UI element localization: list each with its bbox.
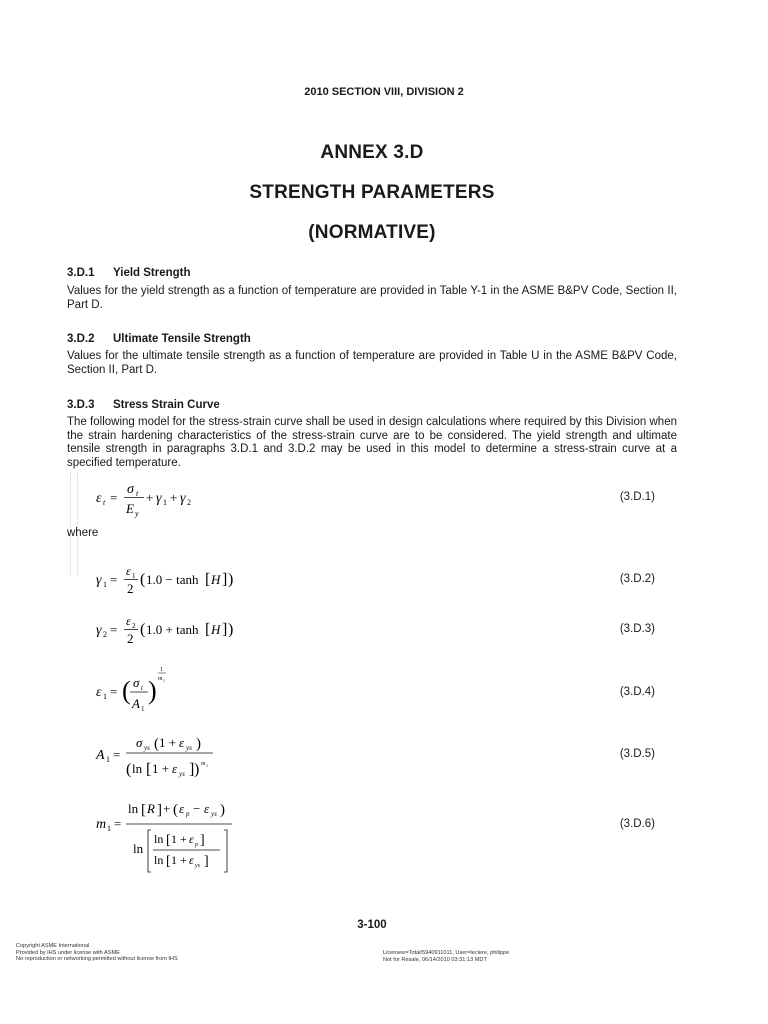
svg-text:1 +: 1 + (152, 761, 170, 776)
equation-number: (3.D.3) (619, 623, 655, 635)
section-title: Yield Strength (113, 267, 191, 279)
svg-text:+: + (146, 490, 154, 505)
section-number: 3.D.3 (67, 399, 95, 411)
svg-text:ε: ε (126, 614, 131, 628)
svg-text:2: 2 (132, 622, 136, 630)
equation-number: (3.D.5) (619, 748, 655, 760)
svg-text:(: ( (140, 621, 146, 638)
svg-text:ε: ε (96, 685, 102, 700)
svg-text:=: = (114, 816, 122, 831)
footer-copyright (16, 943, 178, 963)
svg-text:): ) (220, 802, 225, 818)
equation-3d4 (96, 662, 216, 719)
svg-text:(: ( (154, 736, 159, 752)
margin-mark (70, 472, 78, 576)
svg-text:(: ( (122, 676, 131, 705)
svg-text:ln: ln (128, 801, 139, 816)
equation-number: (3.D.4) (619, 686, 655, 698)
svg-text:[: [ (205, 571, 211, 588)
svg-text:ε: ε (189, 853, 194, 867)
annex-title: ANNEX 3.D (320, 142, 424, 163)
svg-text:σ: σ (127, 482, 134, 497)
svg-text:1: 1 (103, 692, 107, 701)
footer-line: Not for Resale, 06/14/2010 03:31:13 MDT (383, 956, 487, 963)
svg-text:σ: σ (136, 735, 143, 750)
svg-text:(: ( (173, 802, 178, 818)
svg-text:1 +: 1 + (171, 832, 187, 846)
equation-3d6 (96, 797, 256, 882)
svg-text:ε: ε (179, 735, 185, 750)
svg-text:=: = (110, 684, 118, 699)
svg-text:ln: ln (132, 761, 143, 776)
footer-license (383, 950, 509, 963)
svg-text:ε: ε (179, 801, 185, 816)
svg-text:y: y (135, 509, 139, 518)
svg-text:): ) (228, 621, 234, 638)
svg-text:ε: ε (126, 564, 131, 578)
svg-text:ys: ys (144, 744, 150, 752)
svg-text:): ) (194, 761, 200, 778)
svg-text:t: t (141, 684, 143, 692)
svg-text:2: 2 (103, 630, 107, 639)
svg-text:[: [ (166, 833, 171, 848)
svg-text:1: 1 (163, 678, 165, 683)
svg-text:(: ( (126, 761, 132, 778)
svg-text:ln: ln (133, 841, 144, 856)
svg-text:ys: ys (179, 770, 185, 778)
svg-text:1: 1 (160, 667, 163, 673)
svg-text:H: H (211, 622, 221, 637)
svg-text:=: = (113, 747, 121, 762)
svg-text:): ) (228, 571, 234, 588)
footer-line: Licensee=Total/5940911011, User=leclere, philippe (383, 950, 510, 956)
svg-text:t: t (136, 489, 139, 498)
where-label: where (67, 527, 99, 539)
svg-text:]: ] (222, 621, 228, 638)
section-number: 3.D.1 (67, 267, 95, 279)
section-body-3d2: Values for the ultimate tensile strength as a function of temperature are provided in Table U in the ASME B&PV Code, Section II, Part D. (67, 350, 677, 376)
svg-text:ys: ys (195, 863, 200, 869)
annex-subtitle: STRENGTH PARAMETERS (249, 182, 495, 203)
footer-line: Provided by IHS under license with ASME (16, 949, 120, 956)
svg-text:p: p (195, 842, 198, 848)
svg-text:1: 1 (132, 572, 136, 580)
svg-text:]: ] (189, 761, 195, 778)
svg-text:p: p (186, 810, 190, 818)
svg-text:=: = (110, 490, 118, 505)
svg-text:γ: γ (96, 573, 102, 588)
equation-number: (3.D.1) (619, 491, 655, 503)
svg-text:2: 2 (187, 498, 191, 507)
svg-text:ε: ε (172, 761, 178, 776)
svg-text:ys: ys (186, 744, 192, 752)
svg-text:2: 2 (127, 581, 134, 596)
section-heading-3d3 (67, 399, 220, 411)
section-heading-3d1 (67, 267, 191, 279)
svg-text:−: − (193, 801, 201, 816)
svg-text:1.0 + tanh: 1.0 + tanh (146, 622, 199, 637)
svg-text:m: m (158, 676, 163, 682)
svg-text:1.0 − tanh: 1.0 − tanh (146, 572, 199, 587)
svg-text:1: 1 (206, 763, 208, 768)
svg-text:+: + (163, 801, 171, 816)
svg-text:ys: ys (211, 810, 217, 818)
svg-text:=: = (110, 572, 118, 587)
svg-text:]: ] (200, 833, 205, 848)
svg-text:1: 1 (103, 580, 107, 589)
section-title: Stress Strain Curve (113, 399, 220, 411)
svg-text:1: 1 (163, 498, 167, 507)
svg-text:ln: ln (154, 853, 164, 867)
svg-text:]: ] (157, 802, 162, 818)
svg-text:[: [ (141, 802, 146, 818)
svg-text:[: [ (146, 761, 152, 778)
svg-text:ε: ε (204, 801, 210, 816)
svg-text:2: 2 (127, 631, 134, 646)
svg-text:R: R (147, 801, 155, 816)
svg-text:A: A (132, 696, 140, 711)
section-header: 2010 SECTION VIII, DIVISION 2 (304, 86, 464, 98)
page-number: 3-100 (357, 919, 387, 931)
svg-text:1 +: 1 + (159, 735, 177, 750)
svg-text:ε: ε (189, 832, 194, 846)
svg-text:E: E (126, 501, 134, 516)
svg-text:H: H (211, 572, 221, 587)
svg-text:m: m (96, 817, 107, 832)
equation-number: (3.D.6) (619, 818, 655, 830)
section-title: Ultimate Tensile Strength (113, 333, 251, 345)
svg-text:ε: ε (96, 491, 102, 506)
svg-text:): ) (196, 736, 201, 752)
svg-text:A: A (96, 748, 105, 763)
svg-text:): ) (148, 676, 157, 705)
svg-text:+: + (170, 490, 178, 505)
section-body-3d3: The following model for the stress-strain curve shall be used in design calculations where required by this Division when the strain hardening characteristics of the stress-strain curve are to be considered. The yield strength and ultimate tensile strength in paragraphs 3.D.1 and 3.D.2 may be used in this model to determine a stress-strain curve at a specified temperature. (67, 416, 677, 469)
svg-text:1: 1 (106, 755, 110, 764)
footer-line: Copyright ASME International (16, 943, 90, 949)
equation-number: (3.D.2) (619, 573, 655, 585)
section-heading-3d2 (67, 333, 251, 345)
svg-text:ln: ln (154, 832, 164, 846)
section-number: 3.D.2 (67, 333, 95, 345)
svg-text:[: [ (166, 854, 171, 869)
svg-text:γ: γ (156, 491, 162, 506)
svg-text:m: m (201, 761, 206, 767)
equation-3d2 (96, 562, 276, 601)
svg-text:γ: γ (180, 491, 186, 506)
svg-text:1 +: 1 + (171, 853, 187, 867)
footer-line: No reproduction or networking permitted without license from IHS (16, 956, 178, 963)
svg-text:]: ] (222, 571, 228, 588)
section-body-3d1: Values for the yield strength as a function of temperature are provided in Table Y-1 in the ASME B&PV Code, Section II, Part D. (67, 285, 677, 311)
svg-text:1: 1 (141, 705, 145, 713)
svg-text:1: 1 (107, 824, 111, 833)
svg-text:t: t (103, 498, 106, 507)
svg-text:γ: γ (96, 623, 102, 638)
equation-3d5 (96, 733, 236, 788)
svg-text:]: ] (204, 854, 209, 869)
equation-3d3 (96, 612, 276, 651)
svg-text:σ: σ (133, 675, 140, 690)
equation-3d1 (96, 478, 236, 523)
svg-text:(: ( (140, 571, 146, 588)
svg-text:[: [ (205, 621, 211, 638)
annex-normative-label: (NORMATIVE) (308, 222, 436, 243)
svg-text:=: = (110, 622, 118, 637)
